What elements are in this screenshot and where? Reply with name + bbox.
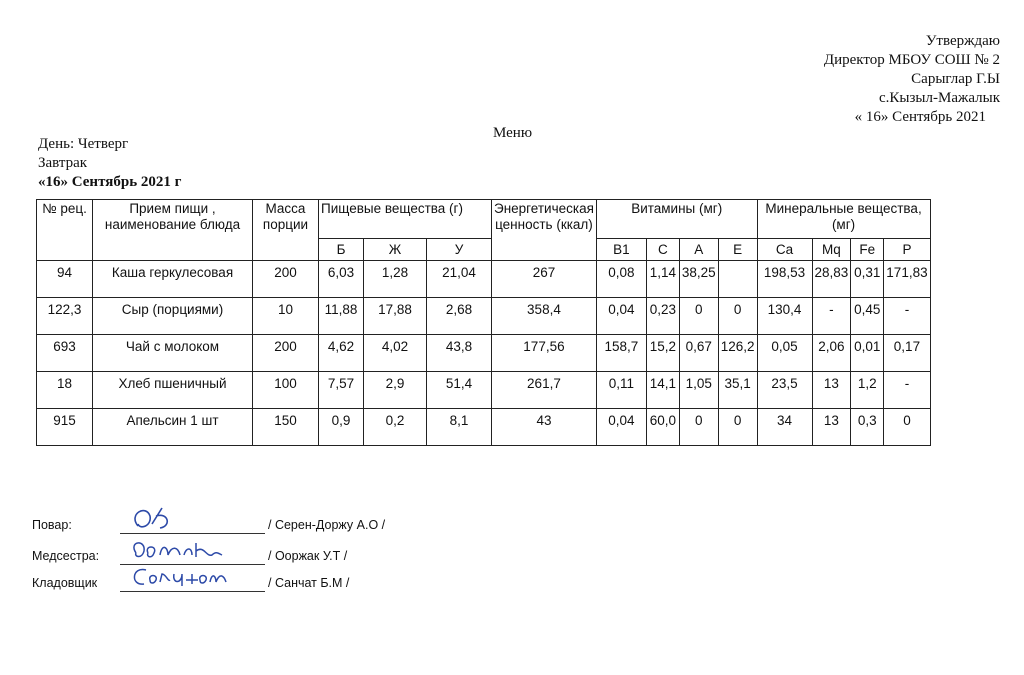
table-cell: 0,31	[851, 261, 884, 298]
day-line: День: Четверг	[38, 136, 129, 152]
table-cell	[718, 261, 757, 298]
table-cell: 0,23	[646, 298, 679, 335]
table-cell: 0	[718, 298, 757, 335]
table-cell: 28,83	[812, 261, 851, 298]
table-cell: -	[884, 372, 930, 409]
meal-line: Завтрак	[38, 155, 88, 171]
approval-line: Утверждаю	[925, 33, 1000, 49]
header-meal-name: Прием пищи , наименование блюда	[93, 200, 253, 261]
table-cell: 4,02	[364, 335, 427, 372]
table-cell: 0	[884, 409, 930, 446]
approval-line: с.Кызыл-Мажалык	[879, 90, 1000, 106]
table-cell: 4,62	[319, 335, 364, 372]
table-cell: 60,0	[646, 409, 679, 446]
table-cell: 0,3	[851, 409, 884, 446]
signature-name: / Ооржак У.Т /	[268, 549, 348, 563]
table-cell: 198,53	[757, 261, 812, 298]
approval-block	[824, 32, 1000, 127]
table-cell: 915	[37, 409, 93, 446]
table-cell: 693	[37, 335, 93, 372]
signature-line	[120, 591, 265, 592]
table-cell: 0,08	[596, 261, 646, 298]
table-cell: 13	[812, 409, 851, 446]
storekeeper-signature	[128, 562, 248, 592]
table-cell: 14,1	[646, 372, 679, 409]
subheader-cell: Б	[319, 239, 364, 261]
table-cell: 0,45	[851, 298, 884, 335]
table-cell: 130,4	[757, 298, 812, 335]
menu-table	[36, 199, 931, 446]
table-cell: 0,17	[884, 335, 930, 372]
table-cell: 0,2	[364, 409, 427, 446]
table-cell: 0,04	[596, 298, 646, 335]
table-cell: 177,56	[492, 335, 597, 372]
subheader-cell: Fe	[851, 239, 884, 261]
table-cell: 158,7	[596, 335, 646, 372]
table-row	[37, 298, 931, 335]
table-cell: 150	[253, 409, 319, 446]
table-cell: 43	[492, 409, 597, 446]
table-cell: 100	[253, 372, 319, 409]
table-cell: 0	[718, 409, 757, 446]
table-cell: 43,8	[427, 335, 492, 372]
subheader-cell: E	[718, 239, 757, 261]
subheader-cell: C	[646, 239, 679, 261]
menu-title: Меню	[493, 125, 533, 141]
signature-line	[120, 533, 265, 534]
subheader-cell: Ж	[364, 239, 427, 261]
header-rec-no: № рец.	[37, 200, 93, 261]
table-cell: 1,14	[646, 261, 679, 298]
subheader-cell: B1	[596, 239, 646, 261]
table-cell: 0,04	[596, 409, 646, 446]
table-cell: 51,4	[427, 372, 492, 409]
table-cell: 0,9	[319, 409, 364, 446]
table-cell: 200	[253, 261, 319, 298]
table-cell: 122,3	[37, 298, 93, 335]
dish-name-cell: Каша геркулесовая	[93, 261, 253, 298]
table-cell: 23,5	[757, 372, 812, 409]
table-cell: 34	[757, 409, 812, 446]
table-cell: 0	[679, 409, 718, 446]
table-cell: 0	[679, 298, 718, 335]
signature-role: Повар:	[32, 518, 72, 532]
subheader-cell: A	[679, 239, 718, 261]
day-info	[38, 135, 181, 192]
table-cell: 15,2	[646, 335, 679, 372]
table-row	[37, 335, 931, 372]
dish-name-cell: Апельсин 1 шт	[93, 409, 253, 446]
table-cell: 94	[37, 261, 93, 298]
table-cell: 1,2	[851, 372, 884, 409]
header-nutrients: Пищевые вещества (г)	[319, 200, 492, 239]
table-cell: 7,57	[319, 372, 364, 409]
table-cell: 38,25	[679, 261, 718, 298]
table-cell: 358,4	[492, 298, 597, 335]
dish-name-cell: Хлеб пшеничный	[93, 372, 253, 409]
approval-date: « 16» Сентябрь 2021	[854, 109, 986, 125]
table-cell: 126,2	[718, 335, 757, 372]
approval-line: Директор МБОУ СОШ № 2	[823, 52, 1000, 68]
table-cell: 2,06	[812, 335, 851, 372]
date-line: «16» Сентябрь 2021 г	[38, 174, 182, 190]
dish-name-cell: Чай с молоком	[93, 335, 253, 372]
table-cell: 1,05	[679, 372, 718, 409]
header-row	[37, 200, 931, 239]
table-row	[37, 261, 931, 298]
cook-signature	[128, 504, 188, 534]
table-cell: 267	[492, 261, 597, 298]
table-cell: 10	[253, 298, 319, 335]
table-cell: -	[812, 298, 851, 335]
approval-line: Сарыглар Г.Ы	[911, 71, 1000, 87]
table-cell: 13	[812, 372, 851, 409]
table-cell: 0,67	[679, 335, 718, 372]
signature-role: Кладовщик	[32, 576, 98, 590]
table-cell: 0,11	[596, 372, 646, 409]
table-cell: 0,05	[757, 335, 812, 372]
table-cell: 21,04	[427, 261, 492, 298]
table-cell: 0,01	[851, 335, 884, 372]
subheader-cell: Mq	[812, 239, 851, 261]
table-cell: 171,83	[884, 261, 930, 298]
table-cell: 17,88	[364, 298, 427, 335]
table-row	[37, 372, 931, 409]
table-cell: 11,88	[319, 298, 364, 335]
header-vitamins: Витамины (мг)	[596, 200, 757, 239]
table-cell: 261,7	[492, 372, 597, 409]
table-cell: 35,1	[718, 372, 757, 409]
header-minerals: Минеральные вещества, (мг)	[757, 200, 930, 239]
subheader-cell: P	[884, 239, 930, 261]
table-cell: 6,03	[319, 261, 364, 298]
header-mass: Масса порции	[253, 200, 319, 261]
table-cell: 2,68	[427, 298, 492, 335]
signature-role: Медсестра:	[32, 549, 100, 563]
nurse-signature	[128, 535, 238, 565]
table-cell: -	[884, 298, 930, 335]
table-row	[37, 409, 931, 446]
signature-name: / Серен-Доржу А.О /	[268, 518, 386, 532]
table-cell: 8,1	[427, 409, 492, 446]
table-cell: 1,28	[364, 261, 427, 298]
subheader-cell: Ca	[757, 239, 812, 261]
table-cell: 18	[37, 372, 93, 409]
subheader-cell: У	[427, 239, 492, 261]
dish-name-cell: Сыр (порциями)	[93, 298, 253, 335]
table-cell: 2,9	[364, 372, 427, 409]
header-energy: Энергетическая ценность (ккал)	[492, 200, 597, 261]
signature-name: / Санчат Б.М /	[268, 576, 350, 590]
table-cell: 200	[253, 335, 319, 372]
